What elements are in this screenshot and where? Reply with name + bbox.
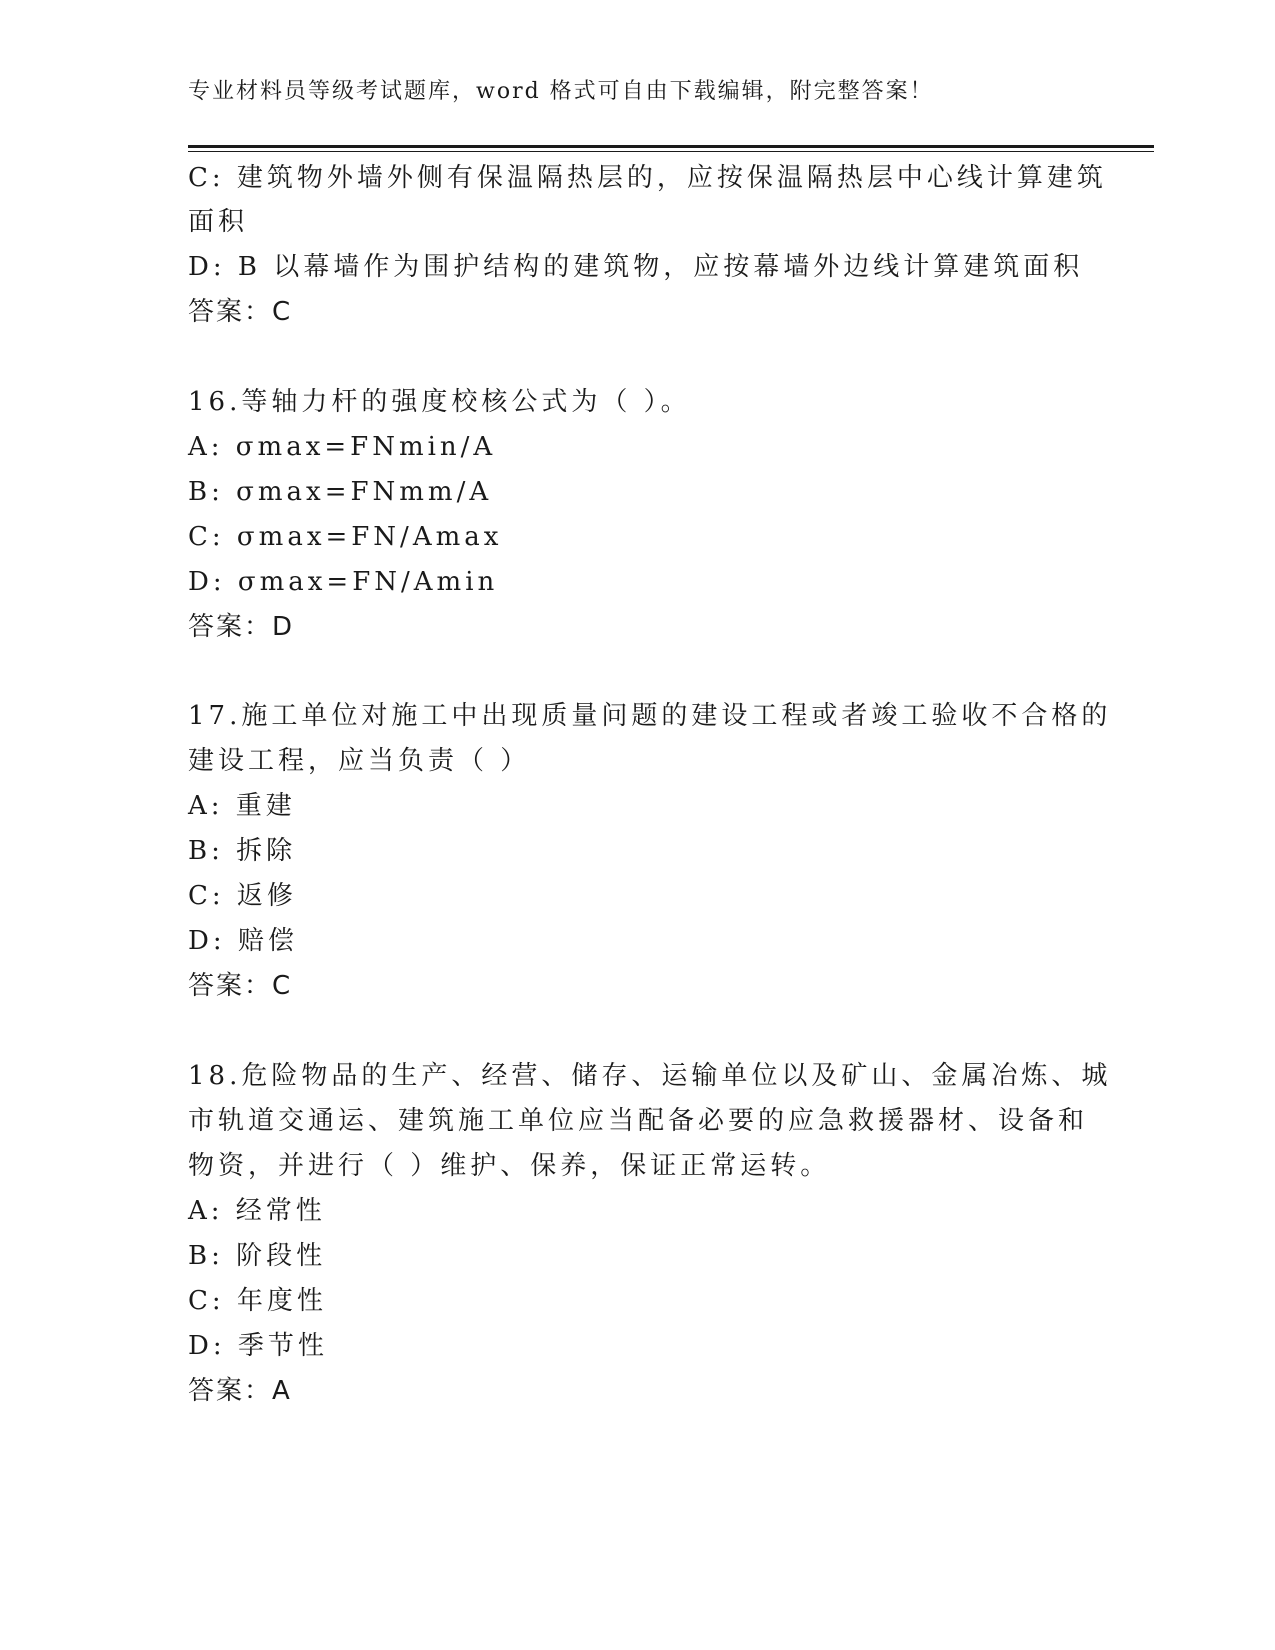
q17-option-b: B: 拆除: [188, 836, 297, 866]
header-rule-thick: [188, 145, 1154, 148]
q17-stem-line2: 建设工程，应当负责（ ）: [188, 746, 531, 776]
q15-option-c-line1: C: 建筑物外墙外侧有保温隔热层的，应按保温隔热层中心线计算建筑: [188, 163, 1107, 193]
q18-option-d: D: 季节性: [188, 1331, 328, 1361]
q18-stem-line2: 市轨道交通运、建筑施工单位应当配备必要的应急救援器材、设备和: [188, 1106, 1089, 1136]
q16-option-c: C: σmax=FN/Amax: [188, 522, 503, 552]
q18-stem-line3: 物资，并进行（ ）维护、保养，保证正常运转。: [188, 1151, 831, 1181]
q18-option-b: B: 阶段性: [188, 1241, 327, 1271]
q16-option-d: D: σmax=FN/Amin: [188, 567, 499, 597]
q18-answer: 答案：A: [188, 1376, 292, 1406]
header-rule-thin: [188, 151, 1154, 152]
q17-answer: 答案：C: [188, 971, 293, 1001]
q15-option-c-line2: 面积: [188, 207, 249, 237]
q16-stem: 16.等轴力杆的强度校核公式为（ ）。: [188, 387, 691, 417]
q18-stem-line1: 18.危险物品的生产、经营、储存、运输单位以及矿山、金属冶炼、城: [188, 1061, 1112, 1091]
q17-option-d: D: 赔偿: [188, 926, 298, 956]
q15-answer: 答案：C: [188, 297, 293, 327]
q16-option-a: A: σmax=FNmin/A: [188, 432, 497, 462]
q18-option-a: A: 经常性: [188, 1196, 326, 1226]
q17-option-c: C: 返修: [188, 881, 297, 911]
q17-option-a: A: 重建: [188, 791, 296, 821]
page-header: 专业材料员等级考试题库，word 格式可自由下载编辑，附完整答案！: [188, 79, 934, 104]
q17-stem-line1: 17.施工单位对施工中出现质量问题的建设工程或者竣工验收不合格的: [188, 701, 1112, 731]
q15-option-d: D: B 以幕墙作为围护结构的建筑物，应按幕墙外边线计算建筑面积: [188, 252, 1084, 282]
q16-option-b: B: σmax=FNmm/A: [188, 477, 493, 507]
q16-answer: 答案：D: [188, 612, 295, 642]
q18-option-c: C: 年度性: [188, 1286, 327, 1316]
